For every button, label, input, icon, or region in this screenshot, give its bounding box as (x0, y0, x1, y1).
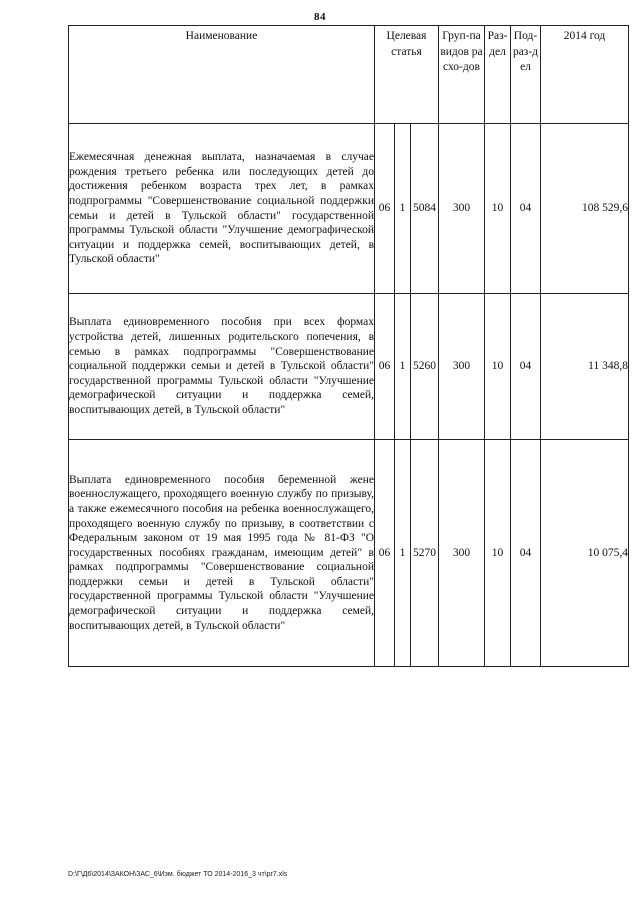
header-subsection: Под-раз-дел (511, 26, 541, 124)
row-amount: 10 075,4 (541, 440, 629, 667)
row-article-program: 06 (375, 440, 395, 667)
row-expense-group: 300 (439, 294, 485, 440)
header-section: Раз-дел (485, 26, 511, 124)
row-article-program: 06 (375, 294, 395, 440)
header-year: 2014 год (541, 26, 629, 124)
row-amount: 11 348,8 (541, 294, 629, 440)
row-article-subprogram: 1 (395, 124, 411, 294)
row-section: 10 (485, 440, 511, 667)
row-subsection: 04 (511, 124, 541, 294)
row-amount: 108 529,6 (541, 124, 629, 294)
row-expense-group: 300 (439, 440, 485, 667)
row-article-subprogram: 1 (395, 294, 411, 440)
table-header-row (69, 26, 629, 124)
table-row (69, 124, 629, 294)
row-name: Выплата единовременного пособия беременной жене военнослужащего, проходящего военную службу по призыву, а также ежемесячного пособия на ребенка военнослужащего, проходящего военную службу по призыву, в соответствии с Федеральным законом от 19 мая 1995 года № 81-ФЗ "О государственных пособиях гражданам, имеющим детей" в рамках подпрограммы "Совершенствование социальной поддержки семьи и детей в Тульской области" государственной программы Тульской области "Улучшение демографической ситуации и поддержка семей, воспитывающих детей, в Тульской области" (69, 440, 375, 667)
header-name: Наименование (69, 26, 375, 124)
file-path-footer: D:\Г\Д6\2014\ЗАКОН\ЗАС_6\Изм. бюджет ТО 2014-2016_3 чт\pr7.xls (68, 871, 288, 878)
budget-table (68, 25, 629, 667)
row-name: Выплата единовременного пособия при всех формах устройства детей, лишенных родительского попечения, в семью в рамках подпрограммы "Совершенствование социальной поддержки семьи и детей в Тульской области" государственной программы Тульской области "Улучшение демографической ситуации и поддержка семей, воспитывающих детей, в Тульской области" (69, 294, 375, 440)
row-name: Ежемесячная денежная выплата, назначаемая в случае рождения третьего ребенка или последующих детей до достижения ребенком возраста трех лет, в рамках подпрограммы "Совершенствование социальной поддержки семьи и детей в Тульской области" государственной программы Тульской области "Улучшение демографической ситуации и поддержка семей, воспитывающих детей, в Тульской области" (69, 124, 375, 294)
page-number: 84 (314, 11, 326, 23)
table-row (69, 294, 629, 440)
row-article-direction: 5270 (411, 440, 439, 667)
row-subsection: 04 (511, 294, 541, 440)
row-article-direction: 5084 (411, 124, 439, 294)
row-article-subprogram: 1 (395, 440, 411, 667)
row-article-direction: 5260 (411, 294, 439, 440)
row-article-program: 06 (375, 124, 395, 294)
row-section: 10 (485, 294, 511, 440)
row-expense-group: 300 (439, 124, 485, 294)
row-subsection: 04 (511, 440, 541, 667)
row-section: 10 (485, 124, 511, 294)
header-expense-group: Груп-па видов расхо-дов (439, 26, 485, 124)
header-target-article: Целевая статья (375, 26, 439, 124)
table-row (69, 440, 629, 667)
